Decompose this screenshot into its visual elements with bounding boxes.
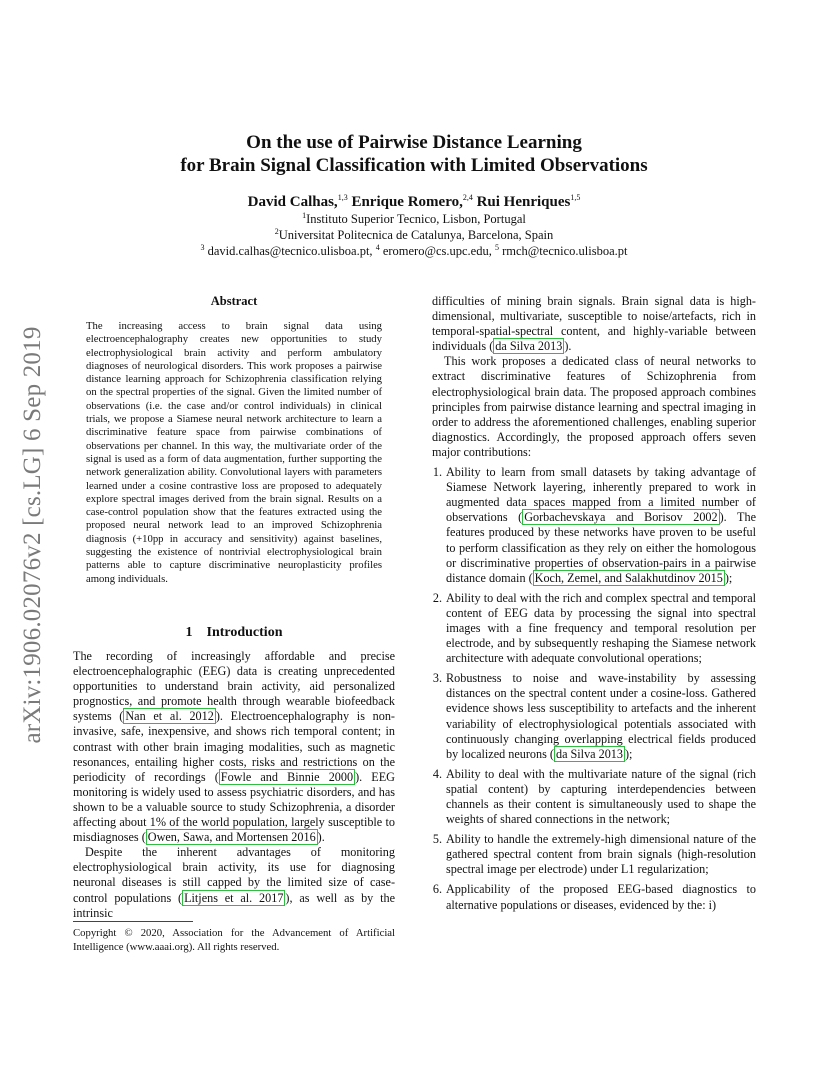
citation-link[interactable]: Fowle and Binnie 2000 <box>220 769 354 784</box>
item-text: ); <box>724 570 733 585</box>
affil-text: Instituto Superior Tecnico, Lisbon, Portugal <box>306 212 526 226</box>
item-text: ); <box>625 746 633 761</box>
item-text: Ability to handle the extremely-high dimensional nature of the gathered spectral content from brain signals (high-resolution spectral image per electrode) under L1 regularization; <box>446 832 756 877</box>
copyright-symbol-icon: © <box>124 927 133 939</box>
right-column-body <box>432 294 756 913</box>
citation-link[interactable]: da Silva 2013 <box>555 746 623 761</box>
list-item <box>432 882 756 912</box>
paragraph-text: ). EEG monitoring is widely used to assess psychiatric disorders, and has shown to be a valuable source to study Schizophrenia, a disorder affecting about 1% of the world population, largely susceptible to misdiagnoses ( <box>73 769 395 845</box>
list-marker: 2. <box>432 590 442 605</box>
paragraph-text: ). <box>317 830 325 845</box>
footnote-text: 2020, Association for the Advancement of Artificial Intelligence (www.aaai.org). All rights reserved. <box>73 927 396 953</box>
list-item <box>432 767 756 827</box>
author-affil-sup: 2,4 <box>462 193 473 202</box>
author-name: David Calhas, <box>247 194 338 210</box>
item-text: Ability to deal with the rich and complex spectral and temporal content of EEG data by processing the signal into spectral images with a fine frequency and temporal resolution per electrode, and by subsequently reshaping the Siamese network architecture with adequate convolutional operations; <box>446 590 756 666</box>
paragraph-text: Despite the inherent advantages of monitoring electrophysiological brain activity, its use for diagnosing neuronal diseases is still capped by the limited size of case-control populations ( <box>73 845 395 905</box>
arxiv-identifier: arXiv:1906.02076v2 [cs.LG] 6 Sep 2019 <box>19 326 46 744</box>
affiliation-2 <box>100 228 728 243</box>
citation-link[interactable]: Nan et al. 2012 <box>125 709 214 724</box>
email-sup: 5 <box>494 242 499 252</box>
list-item <box>432 832 756 877</box>
citation-link[interactable]: Owen, Sawa, and Mortensen 2016 <box>147 830 316 845</box>
section-heading-introduction <box>73 625 395 641</box>
right-paragraph-2: This work proposes a dedicated class of neural networks to extract discriminative features of Schizophrenia from electrophysiological brain data. The proposed approach combines principles from pairwise distance learning and spectral imaging in order to address the aforementioned challenges, enabling superior diagnostics. Accordingly, the proposed approach offers seven major contributions: <box>432 354 756 459</box>
paper-title <box>100 131 728 177</box>
abstract-text: The increasing access to brain signal data using electroencephalography creates new opportunities to study electrophysiological brain activity and perform ambulatory diagnoses of neurological disorders. This work proposes a pairwise distance learning approach for Schizophrenia classification relying on the spectral properties of the signal. Given the limited number of observations (i.e. the case and/or control individuals) in clinical trials, we propose a Siamese neural network architecture to learn a discriminative feature space from pairwise combinations of observations per channel. In this way, the multivariate order of the signal is used as a form of data augmentation, further supporting the network generalization ability. Convolutional layers with parameters learned under a cosine contrastive loss are proposed to adequately explore spectral images derived from the brain signal. Results on a case-control population show that the features extracted using the proposed neural network lead to an improved Schizophrenia diagnosis (+10pp in accuracy and sensitivity) against baselines, suggesting the existence of nontrivial electrophysiological brain patterns able to capture discriminative neuroplasticity profiles among individuals. <box>86 320 382 585</box>
list-item <box>432 465 756 586</box>
author-list <box>100 193 728 211</box>
email-link[interactable]: eromero@cs.upc.edu, <box>382 244 492 258</box>
abstract-heading: Abstract <box>210 294 258 308</box>
footnote-text: Copyright <box>73 927 117 939</box>
list-item <box>432 671 756 762</box>
email-link[interactable]: rmch@tecnico.ulisboa.pt <box>502 244 628 258</box>
citation-link[interactable]: Koch, Zemel, and Salakhutdinov 2015 <box>534 570 723 585</box>
author-affil-sup: 1,5 <box>570 193 581 202</box>
citation-link[interactable]: da Silva 2013 <box>495 339 563 354</box>
paragraph-text: ). Electroencephalography is non-invasive, safe, inexpensive, and shows rich temporal content; in contrast with other brain imaging modalities, such as magnetic resonances, entailing higher costs, risks and restrictions on the periodicity of recordings ( <box>73 709 395 784</box>
affil-sup: 2 <box>274 226 279 236</box>
right-paragraph-1 <box>432 294 756 354</box>
author-emails <box>100 244 728 259</box>
section-number: 1 <box>185 625 193 640</box>
copyright-footnote <box>73 927 395 954</box>
footnote-divider <box>73 921 193 922</box>
paragraph-text: ). <box>564 339 572 354</box>
email-sup: 3 <box>200 242 205 252</box>
citation-link[interactable]: Gorbachevskaya and Borisov 2002 <box>524 510 718 525</box>
citation-link[interactable]: Litjens et al. 2017 <box>184 890 284 905</box>
item-text: ). The features produced by these networks have proven to be useful to perform classification as they rely on either the homologous or discriminative properties of observation-pairs in a pairwise distance domain ( <box>446 510 756 585</box>
item-text: Applicability of the proposed EEG-based diagnostics to alternative populations or diseases, evidenced by the: i) <box>446 882 756 912</box>
email-link[interactable]: david.calhas@tecnico.ulisboa.pt, <box>207 244 373 258</box>
paragraph-text: The recording of increasingly affordable and precise electroencephalographic (EEG) data is creating unprecedented opportunities to understand brain activity, aid personalized prognostics, and promote health through wearable biofeedback systems ( <box>73 649 395 724</box>
author-name: Rui Henriques <box>476 194 571 210</box>
list-marker: 5. <box>432 832 442 847</box>
item-text: Ability to deal with the multivariate nature of the signal (rich spatial content) by capturing interdependencies between channels as their content is simultaneously used to shape the weights of shared connections in the network; <box>446 766 756 827</box>
contributions-list <box>432 465 756 913</box>
title-line-2: for Brain Signal Classification with Limited Observations <box>180 155 648 176</box>
affil-sup: 1 <box>302 210 307 220</box>
item-text: Robustness to noise and wave-instability by assessing distances on the spectral content under a cosine-loss. Gathered evidence shows less susceptibility to artefacts and the inherent variability of electrophysiological potentials associated with continuously changing overlapping electrical fields produced by localized neurons ( <box>446 671 756 761</box>
item-text: Ability to learn from small datasets by taking advantage of Siamese Network layering, inherently prepared to work in augmented data spaces mapped from a limited number of observations ( <box>446 465 756 525</box>
list-marker: 3. <box>432 671 442 686</box>
list-marker: 6. <box>432 882 442 897</box>
intro-paragraph-1 <box>73 649 395 845</box>
paragraph-text: ), as well as by the intrinsic <box>73 890 395 920</box>
list-marker: 1. <box>432 465 442 480</box>
intro-paragraph-2 <box>73 845 395 920</box>
list-item <box>432 591 756 666</box>
author-name: Enrique Romero, <box>351 194 463 210</box>
list-marker: 4. <box>432 766 442 781</box>
author-affil-sup: 1,3 <box>337 193 348 202</box>
email-sup: 4 <box>375 242 380 252</box>
arxiv-side-label <box>8 300 58 770</box>
section-title: Introduction <box>206 625 283 640</box>
affiliation-1 <box>100 212 728 227</box>
affil-text: Universitat Politecnica de Catalunya, Barcelona, Spain <box>278 228 554 242</box>
paragraph-text: difficulties of mining brain signals. Brain signal data is high-dimensional, multivariate, susceptible to noise/artefacts, rich in temporal-spatial-spectral content, and highly-variable between individuals ( <box>432 294 756 354</box>
title-line-1: On the use of Pairwise Distance Learning <box>246 132 582 153</box>
left-column-body <box>73 649 395 921</box>
